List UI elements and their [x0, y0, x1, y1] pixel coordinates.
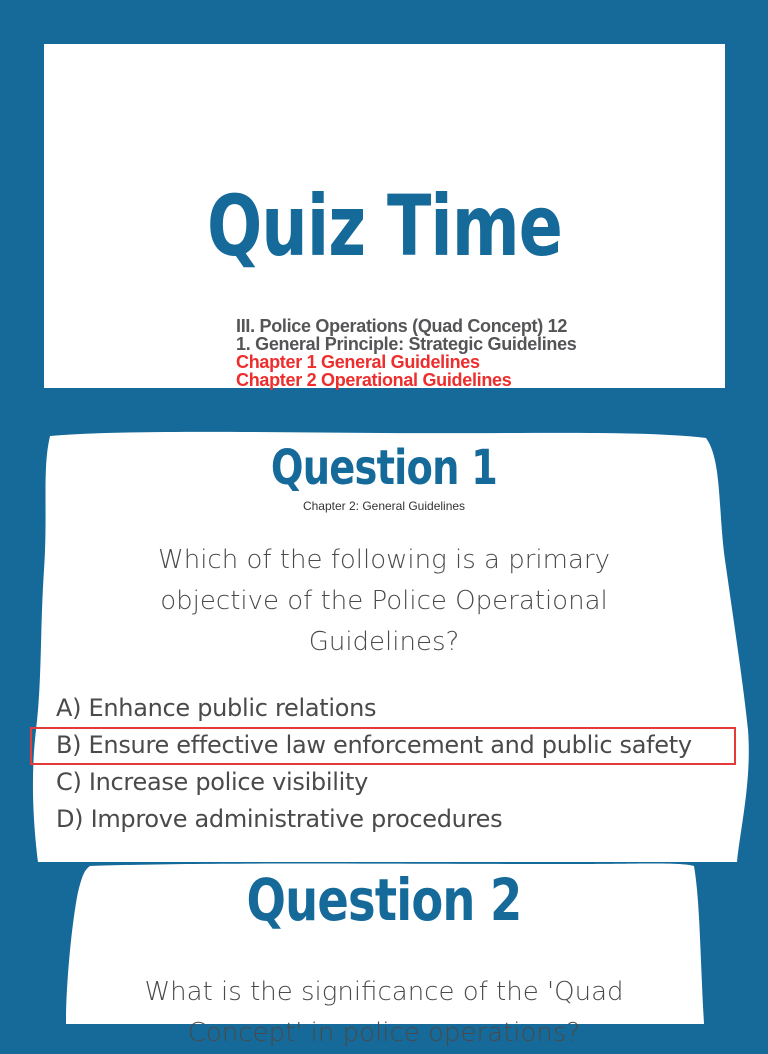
option-a: A) Enhance public relations: [56, 694, 377, 722]
quiz-title: Quiz Time: [207, 177, 562, 275]
option-c: C) Increase police visibility: [56, 768, 368, 796]
option-d: D) Improve administrative procedures: [56, 805, 503, 833]
topic-line: III. Police Operations (Quad Concept) 12: [236, 316, 568, 336]
answer-options: [56, 690, 692, 838]
topic-line-chapter: Chapter 1 General Guidelines: [236, 352, 480, 372]
question-1-heading: Question 1: [270, 440, 498, 496]
question-1-card: [0, 430, 768, 862]
question-2-text: What is the significance of the 'Quad Concept' in police operations?: [144, 977, 624, 1048]
option-b: B) Ensure effective law enforcement and public safety: [56, 731, 692, 759]
topic-line: 1. General Principle: Strategic Guidelines: [236, 334, 577, 354]
question-2-card: [0, 862, 768, 1048]
topic-line-chapter: Chapter 2 Operational Guidelines: [236, 370, 512, 390]
question-2-heading: Question 2: [246, 866, 522, 934]
question-1-text: Which of the following is a primary objective of the Police Operational Guidelines?: [158, 545, 610, 657]
chapter-label: Chapter 2: General Guidelines: [302, 499, 466, 513]
title-card: [44, 44, 725, 388]
topic-list: [236, 317, 577, 389]
